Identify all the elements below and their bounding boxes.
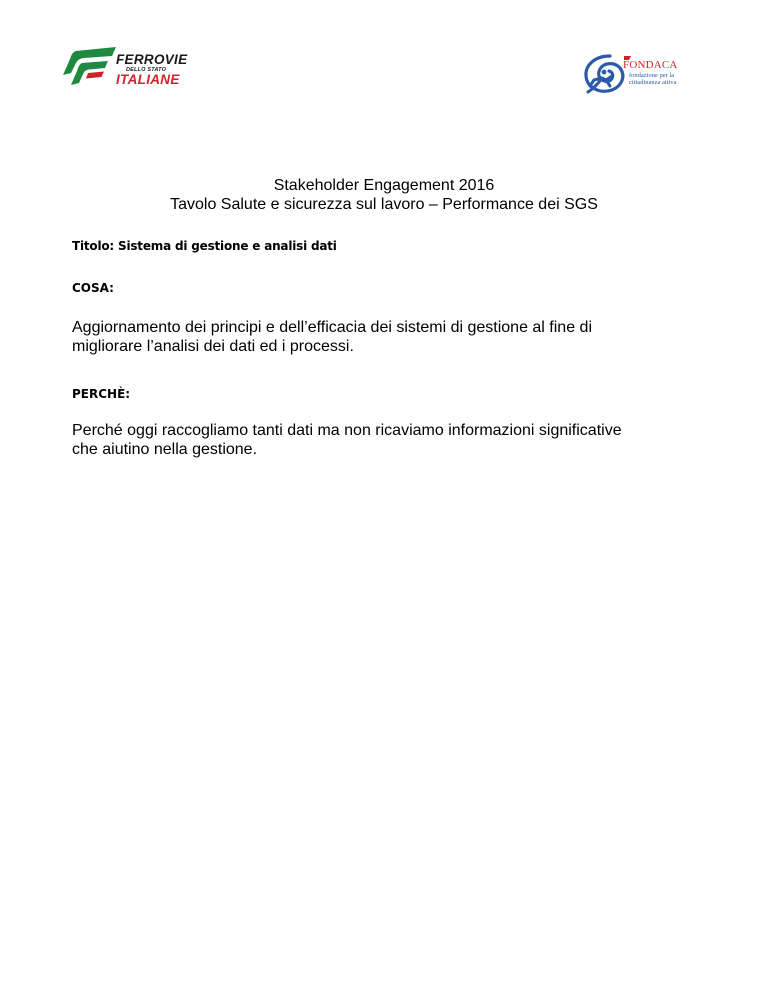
fondaca-wordmark: FONDACA <box>623 59 678 71</box>
title-label: Titolo: Sistema di gestione e analisi dati <box>72 239 337 253</box>
cosa-paragraph-line2: migliorare l’analisi dei dati ed i processi. <box>72 338 354 355</box>
ferrovie-wordmark <box>116 53 187 87</box>
perche-label: PERCHÈ: <box>72 387 131 401</box>
cosa-paragraph-line1: Aggiornamento dei principi e dell’efficacia dei sistemi di gestione al fine di <box>72 319 592 336</box>
ferrovie-wordmark-line1: FERROVIE <box>116 52 188 67</box>
fondaca-logo <box>580 50 700 104</box>
fondaca-tagline-line2: cittadinanza attiva <box>629 79 677 86</box>
perche-paragraph-line1: Perché oggi raccogliamo tanti dati ma non ricaviamo informazioni significative <box>72 422 622 439</box>
document-heading-line1: Stakeholder Engagement 2016 <box>273 177 495 194</box>
fondaca-tagline-line1: fondazione per la <box>629 72 675 79</box>
ferrovie-wordmark-line2: DELLO STATO <box>126 66 167 73</box>
perche-paragraph-line2: che aiutino nella gestione. <box>72 441 258 458</box>
ferrovie-logo <box>62 45 207 89</box>
cosa-label: COSA: <box>72 281 114 295</box>
fondaca-tagline <box>629 72 699 86</box>
document-heading <box>0 176 768 214</box>
document-heading-line2: Tavolo Salute e sicurezza sul lavoro – Performance dei SGS <box>170 196 598 213</box>
cosa-paragraph <box>72 318 712 356</box>
fs-arrows-icon <box>62 45 118 89</box>
ferrovie-wordmark-line3: ITALIANE <box>116 72 180 87</box>
perche-paragraph <box>72 421 712 459</box>
